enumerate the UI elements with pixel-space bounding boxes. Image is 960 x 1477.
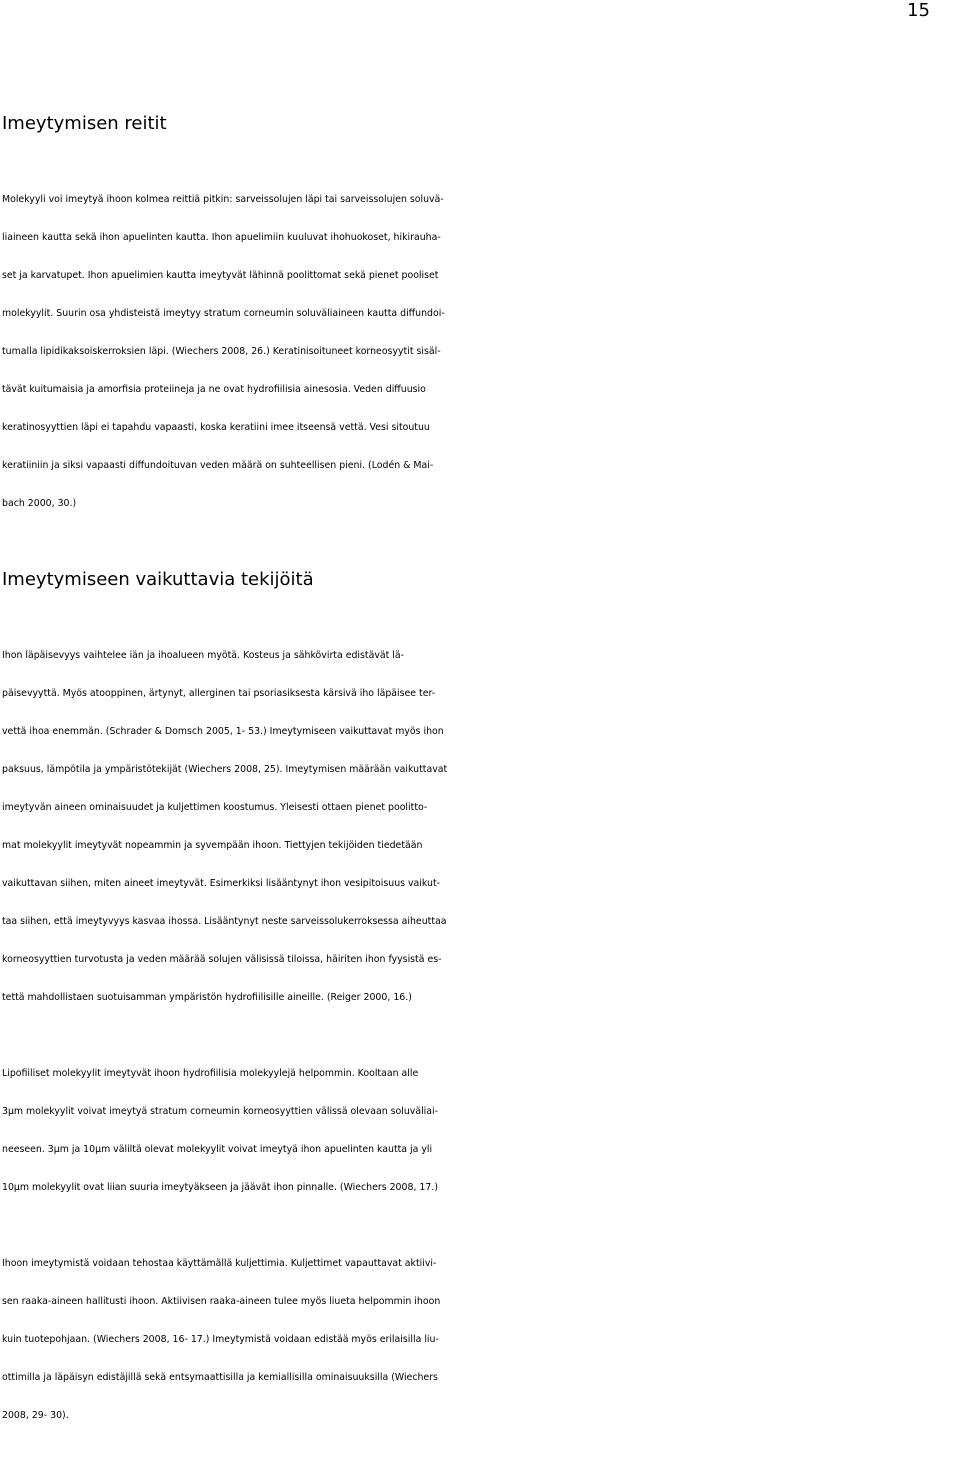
text-line: Molekyyli voi imeytyä ihoon kolmea reittiä pitkin: sarveissolujen läpi tai sarveissolujen soluvä- bbox=[2, 194, 444, 205]
paragraph-molecule-size bbox=[2, 1055, 958, 1207]
paragraph-absorption-routes bbox=[2, 181, 958, 523]
text-line: ottimilla ja läpäisyn edistäjillä sekä entsymaattisilla ja kemiallisilla ominaisuuksilla (Wiechers bbox=[2, 1372, 438, 1383]
text-line: vettä ihoa enemmän. (Schrader & Domsch 2005, 1- 53.) Imeytymiseen vaikuttavat myös ihon bbox=[2, 726, 444, 737]
text-line: mat molekyylit imeytyvät nopeammin ja syvempään ihoon. Tiettyjen tekijöiden tiedetään bbox=[2, 840, 423, 851]
text-line: taa siihen, että imeytyvyys kasvaa ihossa. Lisääntynyt neste sarveissolukerroksessa aiheuttaa bbox=[2, 916, 447, 927]
text-line: korneosyyttien turvotusta ja veden määrää solujen välisissä tiloissa, häiriten ihon fyysistä es- bbox=[2, 954, 442, 965]
document-body bbox=[2, 105, 958, 1435]
text-line: keratinosyyttien läpi ei tapahdu vapaasti, koska keratiini imee itseensä vettä. Vesi sitoutuu bbox=[2, 422, 430, 433]
text-line: liaineen kautta sekä ihon apuelinten kautta. Ihon apuelimiin kuuluvat ihohuokoset, hikirauha- bbox=[2, 232, 441, 243]
section-heading-absorption-routes: Imeytymisen reitit bbox=[2, 113, 167, 134]
text-line: Ihoon imeytymistä voidaan tehostaa käyttämällä kuljettimia. Kuljettimet vapauttavat aktiivi- bbox=[2, 1258, 437, 1269]
text-line: päisevyyttä. Myös atooppinen, ärtynyt, allerginen tai psoriasiksesta kärsivä iho läpäisee ter- bbox=[2, 688, 436, 699]
text-line: neeseen. 3µm ja 10µm väliltä olevat molekyylit voivat imeytyä ihon apuelinten kautta ja yli bbox=[2, 1144, 433, 1155]
text-line: bach 2000, 30.) bbox=[2, 498, 77, 509]
text-line: molekyylit. Suurin osa yhdisteistä imeytyy stratum corneumin soluväliaineen kautta diffundoi- bbox=[2, 308, 445, 319]
text-line: paksuus, lämpötila ja ympäristötekijät (Wiechers 2008, 25). Imeytymisen määrään vaikuttavat bbox=[2, 764, 448, 775]
text-line: vaikuttavan siihen, miten aineet imeytyvät. Esimerkiksi lisääntynyt ihon vesipitoisuus vaikut- bbox=[2, 878, 441, 889]
text-line: keratiiniin ja siksi vapaasti diffundoituvan veden määrä on suhteellisen pieni. (Lodén & Mai- bbox=[2, 460, 434, 471]
page-number: 15 bbox=[907, 0, 930, 21]
paragraph-skin-permeability bbox=[2, 637, 958, 1017]
text-line: 2008, 29- 30). bbox=[2, 1410, 69, 1421]
text-line: imeytyvän aineen ominaisuudet ja kuljettimen koostumus. Yleisesti ottaen pienet poolitto- bbox=[2, 802, 428, 813]
paragraph-carriers bbox=[2, 1245, 958, 1435]
text-line: Lipofiiliset molekyylit imeytyvät ihoon hydrofiilisia molekyylejä helpommin. Kooltaan alle bbox=[2, 1068, 419, 1079]
text-line: kuin tuotepohjaan. (Wiechers 2008, 16- 17.) Imeytymistä voidaan edistää myös erilaisilla liu- bbox=[2, 1334, 439, 1345]
text-line: tävät kuitumaisia ja amorfisia proteiineja ja ne ovat hydrofiilisia ainesosia. Veden diffuusio bbox=[2, 384, 426, 395]
text-line: set ja karvatupet. Ihon apuelimien kautta imeytyvät lähinnä poolittomat sekä pienet pooliset bbox=[2, 270, 439, 281]
section-heading-absorption-factors: Imeytymiseen vaikuttavia tekijöitä bbox=[2, 569, 314, 590]
text-line: tumalla lipidikaksoiskerroksien läpi. (Wiechers 2008, 26.) Keratinisoituneet korneosyytit sisäl- bbox=[2, 346, 441, 357]
text-line: 10µm molekyylit ovat liian suuria imeytyäkseen ja jäävät ihon pinnalle. (Wiechers 2008, 17.) bbox=[2, 1182, 438, 1193]
text-line: 3µm molekyylit voivat imeytyä stratum corneumin korneosyyttien välissä olevaan soluväliai- bbox=[2, 1106, 439, 1117]
text-line: sen raaka-aineen hallitusti ihoon. Aktiivisen raaka-aineen tulee myös liueta helpommin ihoon bbox=[2, 1296, 441, 1307]
text-line: Ihon läpäisevyys vaihtelee iän ja ihoalueen myötä. Kosteus ja sähkövirta edistävät lä- bbox=[2, 650, 405, 661]
text-line: tettä mahdollistaen suotuisamman ympäristön hydrofiilisille aineille. (Reiger 2000, 16.) bbox=[2, 992, 412, 1003]
